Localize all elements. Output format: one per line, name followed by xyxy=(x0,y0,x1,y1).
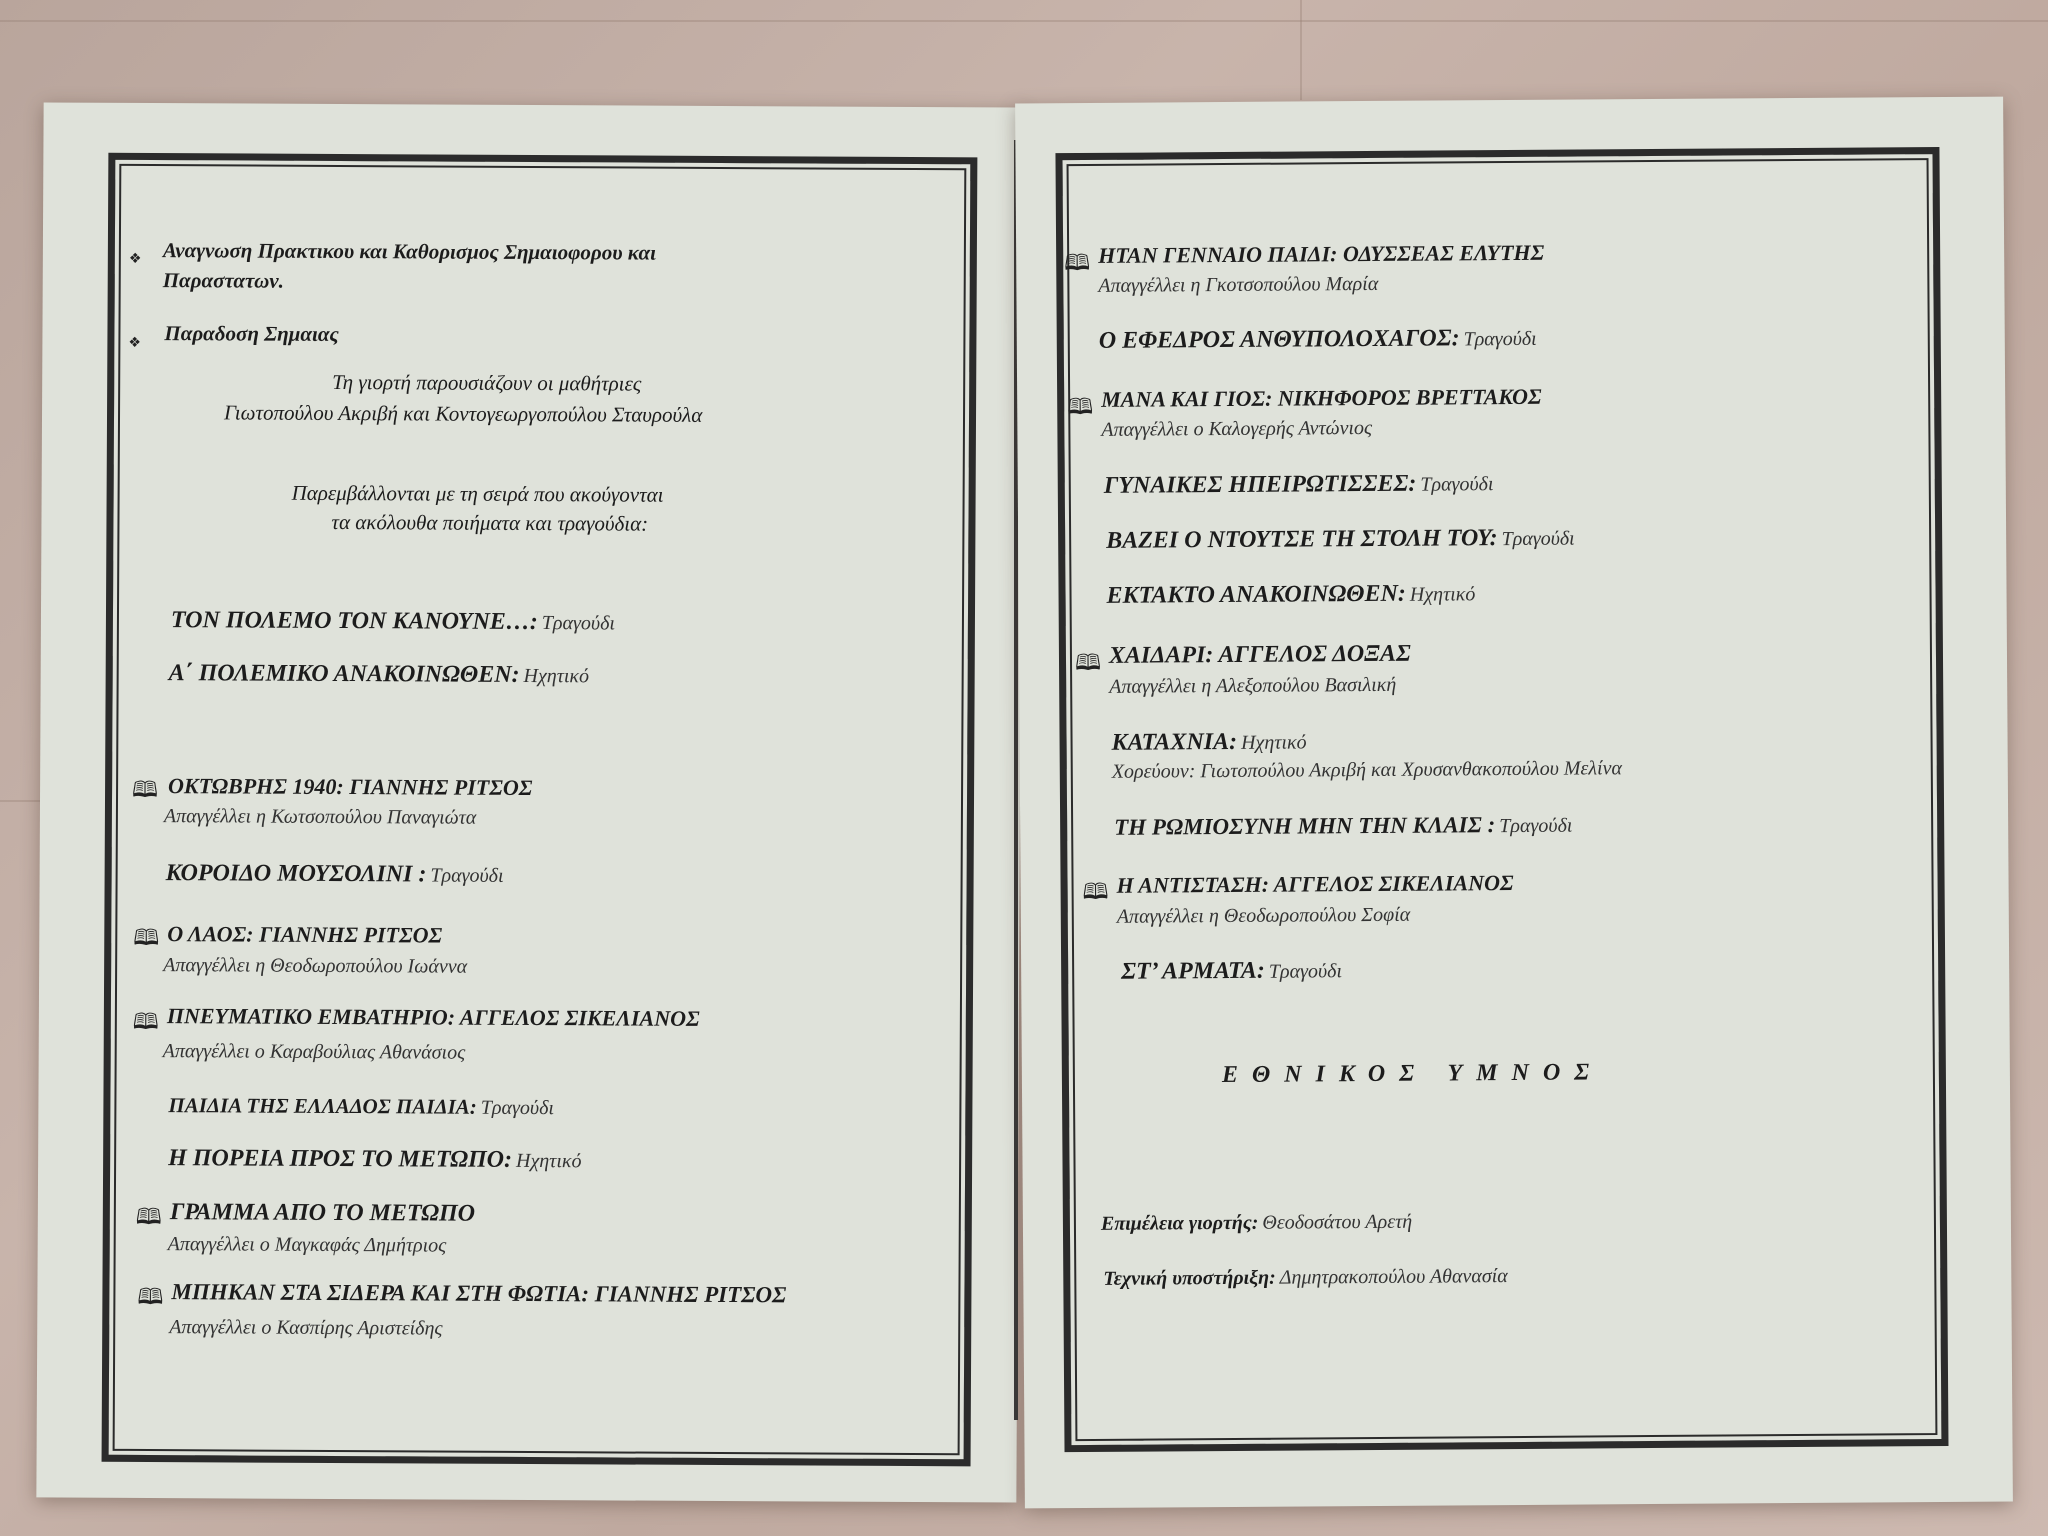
national-anthem: ΕΘΝΙΚΟΣ ΥΜΝΟΣ xyxy=(1221,1059,1604,1089)
dancers: Χορεύουν: Γιωτοπούλου Ακριβή και Χρυσανθακοπούλου Μελίνα xyxy=(1111,757,1623,783)
program-item: Ο ΛΑΟΣ: ΓΙΑΝΝΗΣ ΡΙΤΣΟΣ xyxy=(167,921,443,948)
program-item: Η ΠΟΡΕΙΑ ΠΡΟΣ ΤΟ ΜΕΤΩΠΟ: Ηχητικό xyxy=(168,1145,582,1173)
program-item: ΣΤ’ ΑΡΜΑΤΑ: Τραγούδι xyxy=(1121,957,1343,985)
intro-line-1: Παρεμβάλλονται με τη σειρά που ακούγονται xyxy=(291,480,664,507)
reciter: Απαγγέλλει η Θεοδωροπούλου Ιωάννα xyxy=(163,954,468,978)
presenters-line-1: Τη γιορτή παρουσιάζουν οι μαθήτριες xyxy=(332,369,642,396)
reciter: Απαγγέλλει ο Μαγκαφάς Δημήτριος xyxy=(167,1233,447,1257)
program-item: ΗΤΑΝ ΓΕΝΝΑΙΟ ΠΑΙΔΙ: ΟΔΥΣΣΕΑΣ ΕΛΥΤΗΣ xyxy=(1098,239,1545,268)
program-item: ΓΥΝΑΙΚΕΣ ΗΠΕΙΡΩΤΙΣΣΕΣ: Τραγούδι xyxy=(1103,470,1494,499)
program-item: ΠΝΕΥΜΑΤΙΚΟ ΕΜΒΑΤΗΡΙΟ: ΑΓΓΕΛΟΣ ΣΙΚΕΛΙΑΝΟΣ xyxy=(166,1003,700,1031)
left-page xyxy=(36,102,1023,1502)
program-item: ΚΟΡΟΙΔΟ ΜΟΥΣΟΛΙΝΙ : Τραγούδι xyxy=(165,860,504,888)
open-book-icon: 🕮 xyxy=(133,925,160,952)
tile-seam xyxy=(1300,0,1302,100)
open-book-icon: 🕮 xyxy=(131,777,159,804)
program-item: ΧΑΙΔΑΡΙ: ΑΓΓΕΛΟΣ ΔΟΞΑΣ xyxy=(1108,640,1411,669)
program-item: Η ΑΝΤΙΣΤΑΣΗ: ΑΓΓΕΛΟΣ ΣΙΚΕΛΙΑΝΟΣ xyxy=(1116,870,1514,898)
program-item: ΟΚΤΩΒΡΗΣ 1940: ΓΙΑΝΝΗΣ ΡΙΤΣΟΣ xyxy=(168,773,533,801)
opening-line-2: Παραστατων. xyxy=(162,268,284,293)
opening-line-1: Αναγνωση Πρακτικου και Καθορισμος Σημαιοφορου και xyxy=(162,238,657,265)
right-page xyxy=(1015,97,2013,1509)
reciter: Απαγγέλλει η Γκοτσοπούλου Μαρία xyxy=(1098,272,1379,297)
program-item: Α΄ ΠΟΛΕΜΙΚΟ ΑΝΑΚΟΙΝΩΘΕΝ: Ηχητικό xyxy=(168,660,590,688)
credits-line: Επιμέλεια γιορτής: Θεοδοσάτου Αρετή xyxy=(1100,1210,1413,1235)
open-book-icon: 🕮 xyxy=(132,1009,159,1036)
open-book-icon: 🕮 xyxy=(1082,879,1109,906)
reciter: Απαγγέλλει η Κωτσοπούλου Παναγιώτα xyxy=(163,805,477,829)
tile-seam xyxy=(0,20,2048,22)
program-item: ΤΟΝ ΠΟΛΕΜΟ ΤΟΝ ΚΑΝΟΥΝΕ…: Τραγούδι xyxy=(170,607,616,636)
reciter: Απαγγέλλει ο Κασπίρης Αριστείδης xyxy=(169,1316,443,1340)
program-item: ΜΑΝΑ ΚΑΙ ΓΙΟΣ: ΝΙΚΗΦΟΡΟΣ ΒΡΕΤΤΑΚΟΣ xyxy=(1101,383,1542,412)
program-item: ΕΚΤΑΚΤΟ ΑΝΑΚΟΙΝΩΘΕΝ: Ηχητικό xyxy=(1106,580,1476,609)
diamond-bullet-icon: ❖ xyxy=(128,250,142,267)
reciter: Απαγγέλλει η Αλεξοπούλου Βασιλική xyxy=(1109,673,1397,698)
reciter: Απαγγέλλει ο Καραβούλιας Αθανάσιος xyxy=(162,1040,466,1064)
program-item: ΒΑΖΕΙ Ο ΝΤΟΥΤΣΕ ΤΗ ΣΤΟΛΗ ΤΟΥ: Τραγούδι xyxy=(1106,525,1575,554)
reciter: Απαγγέλλει η Θεοδωροπούλου Σοφία xyxy=(1116,903,1411,928)
intro-line-2: τα ακόλουθα ποιήματα και τραγούδια: xyxy=(331,509,649,536)
program-item: ΤΗ ΡΩΜΙΟΣΥΝΗ ΜΗΝ ΤΗΝ ΚΛΑΙΣ : Τραγούδι xyxy=(1114,812,1573,840)
program-item: ΜΠΗΚΑΝ ΣΤΑ ΣΙΔΕΡΑ ΚΑΙ ΣΤΗ ΦΩΤΙΑ: ΓΙΑΝΝΗΣ ΡΙΤΣΟΣ xyxy=(171,1279,787,1308)
diamond-bullet-icon: ❖ xyxy=(128,334,142,351)
opening-line-3: Παραδοση Σημαιας xyxy=(164,321,339,346)
reciter: Απαγγέλλει ο Καλογερής Αντώνιος xyxy=(1101,416,1373,441)
open-book-icon: 🕮 xyxy=(135,1204,162,1231)
credits-line: Τεχνική υποστήριξη: Δημητρακοπούλου Αθανασία xyxy=(1103,1265,1508,1290)
presenters-line-2: Γιωτοπούλου Ακριβή και Κοντογεωργοπούλου Σταυρούλα xyxy=(223,400,703,427)
open-book-icon: 🕮 xyxy=(1067,394,1094,421)
program-item: ΓΡΑΜΜΑ ΑΠΟ ΤΟ ΜΕΤΩΠΟ xyxy=(169,1199,476,1227)
program-item: ΠΑΙΔΙΑ ΤΗΣ ΕΛΛΑΔΟΣ ΠΑΙΔΙΑ: Τραγούδι xyxy=(168,1093,555,1120)
open-book-icon: 🕮 xyxy=(1064,250,1091,277)
open-book-icon: 🕮 xyxy=(1074,650,1102,677)
program-item: ΚΑΤΑΧΝΙΑ: Ηχητικό xyxy=(1111,728,1307,756)
program-item: Ο ΕΦΕΔΡΟΣ ΑΝΘΥΠΟΛΟΧΑΓΟΣ: Τραγούδι xyxy=(1098,325,1537,354)
open-book-icon: 🕮 xyxy=(137,1284,164,1311)
